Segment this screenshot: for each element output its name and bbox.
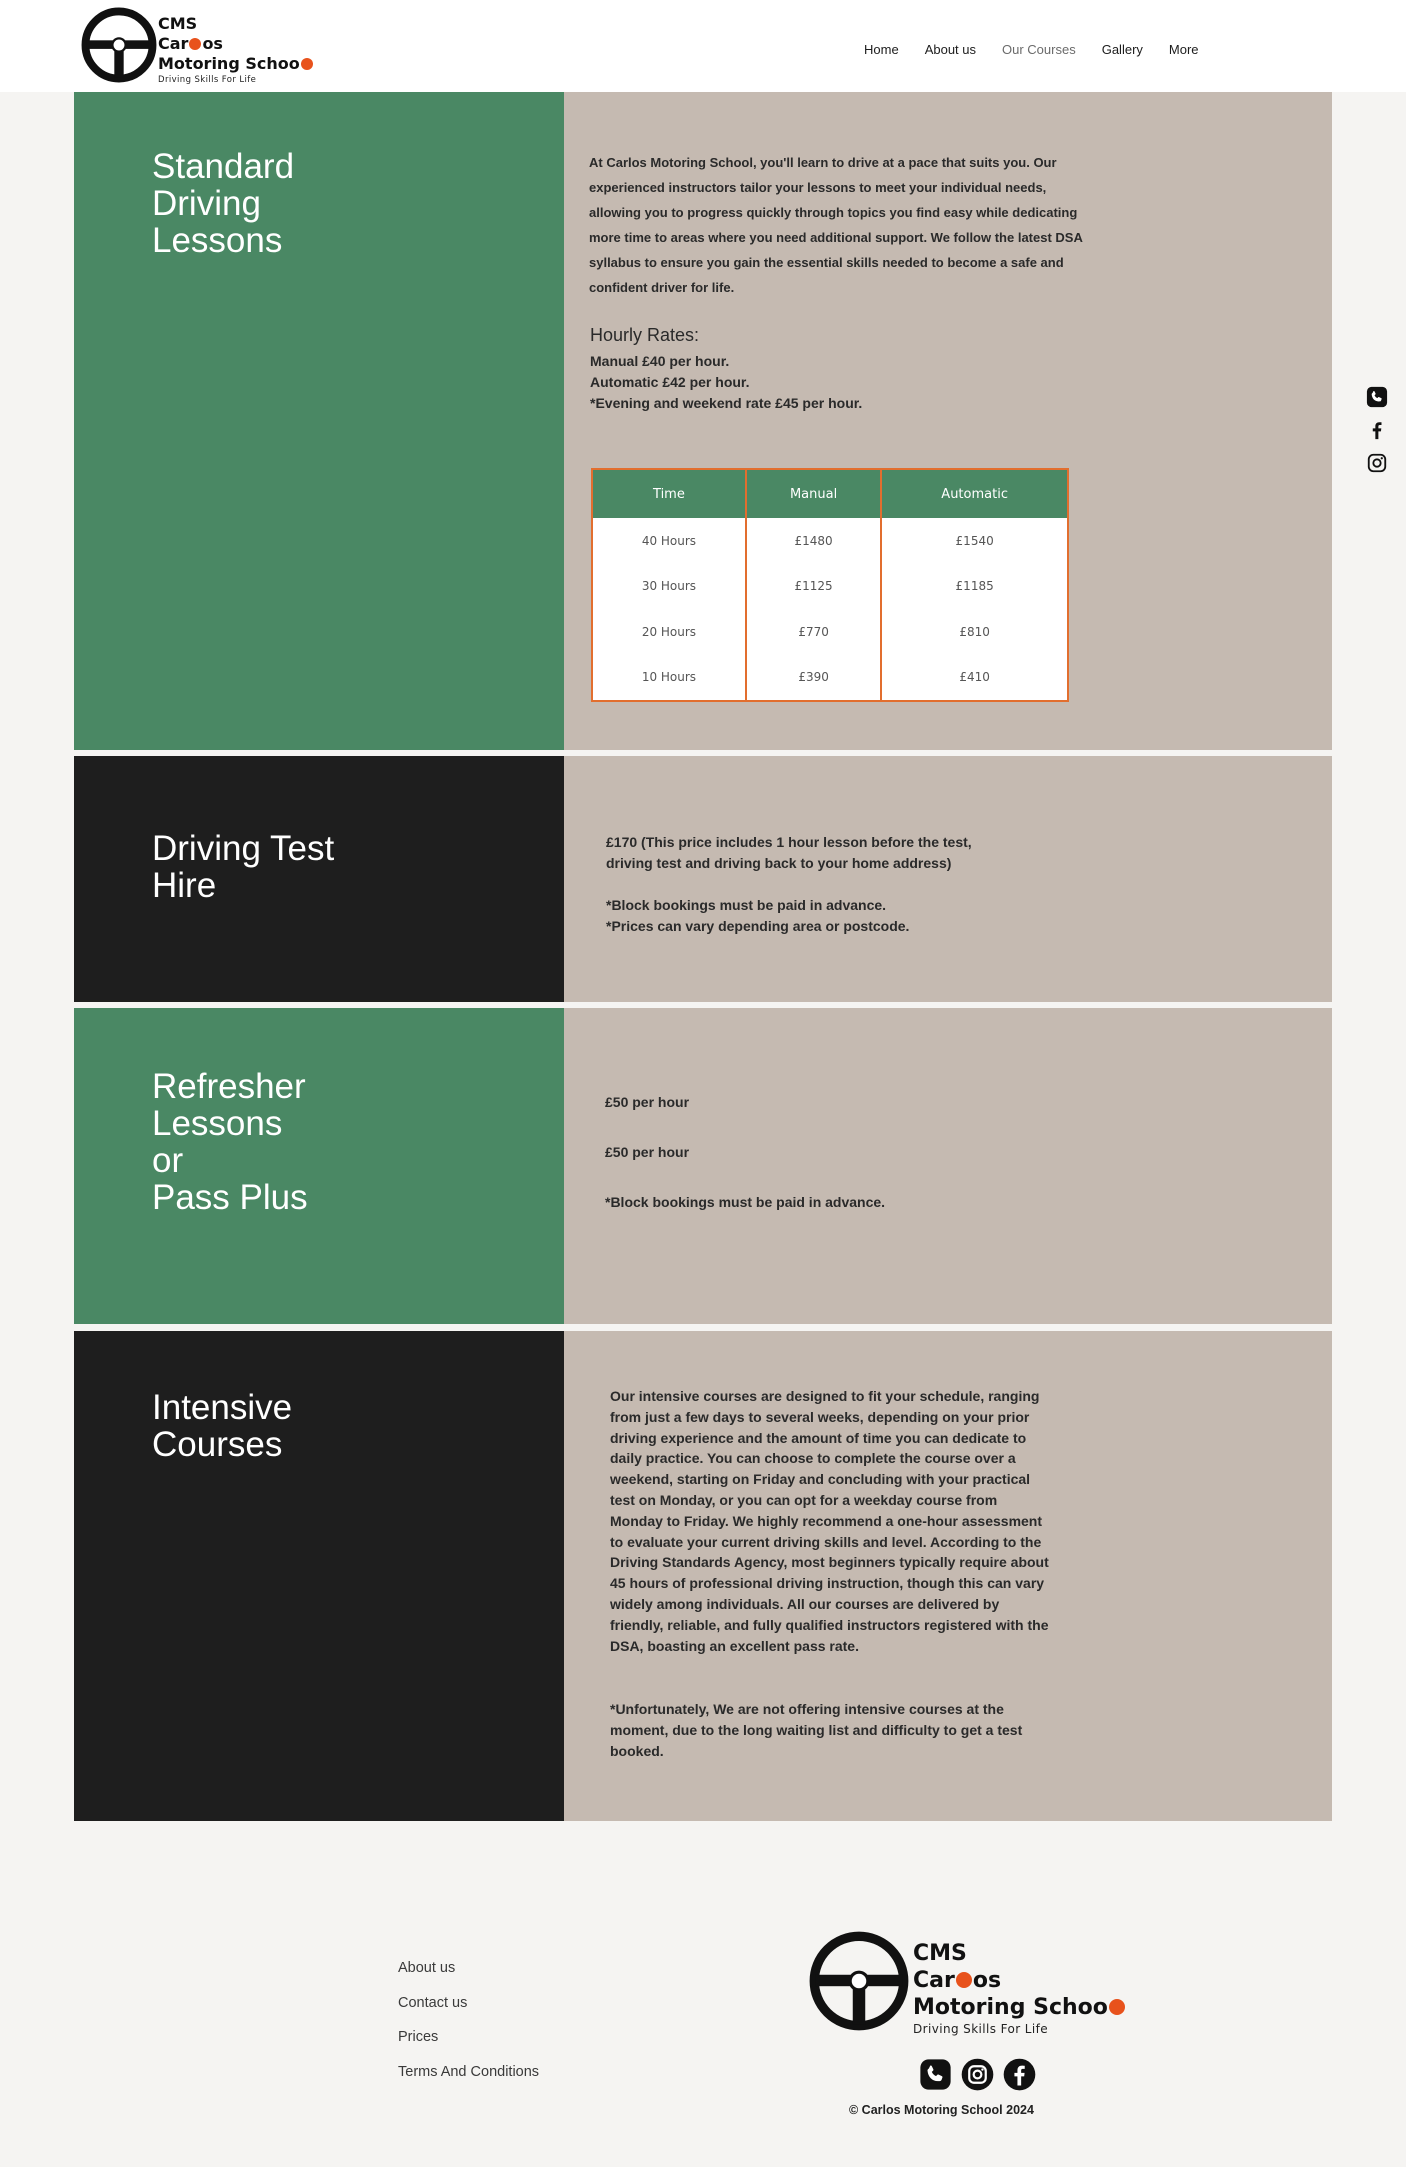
refresher-panel (74, 1008, 564, 1324)
table-row (592, 518, 1068, 564)
hourly-rates-list (590, 351, 862, 414)
intensive-courses-content (564, 1331, 1332, 1821)
facebook-icon[interactable] (1366, 419, 1388, 441)
rate-automatic: Automatic £42 per hour. (590, 374, 750, 390)
nav-our-courses[interactable]: Our Courses (1002, 42, 1076, 57)
instagram-icon[interactable] (961, 2058, 994, 2091)
col-header-manual: Manual (746, 469, 881, 518)
phone-icon[interactable] (919, 2058, 952, 2091)
logo-line-2b: os (972, 1968, 1002, 1993)
steering-wheel-icon (807, 1929, 911, 2033)
table-cell: 30 Hours (592, 564, 746, 610)
intensive-courses-section (74, 1331, 1332, 1821)
footer-link-contact-us[interactable]: Contact us (398, 1994, 468, 2011)
copyright: © Carlos Motoring School 2024 (849, 2103, 1034, 2117)
table-cell: 40 Hours (592, 518, 746, 564)
standard-lessons-section (74, 92, 1332, 750)
logo-line-2 (913, 1967, 1126, 1994)
nav-more[interactable]: More (1168, 42, 1199, 57)
instagram-icon[interactable] (1366, 452, 1388, 474)
logo-dot-icon (1109, 1999, 1125, 2015)
footer-link-terms[interactable]: Terms And Conditions (398, 2063, 540, 2080)
logo-line-3 (158, 54, 314, 74)
main-nav (864, 42, 1199, 57)
logo-line-2 (158, 34, 314, 54)
table-cell: £1480 (746, 518, 881, 564)
side-social-bar (1366, 386, 1388, 485)
logo-dot-icon (189, 38, 201, 50)
standard-lessons-content (564, 92, 1332, 750)
table-row (592, 609, 1068, 655)
table-cell: £770 (746, 609, 881, 655)
driving-test-hire-content (564, 756, 1332, 1002)
table-row (592, 655, 1068, 702)
intensive-courses-text: Our intensive courses are designed to fit your schedule, ranging from just a few days to several weeks, depending on your prior driving experience and the amount of time you can dedicate to daily practice. You can choose to complete the course over a weekend, starting on Friday and concluding with your practical test on Monday, or you can opt for a weekday course from Monday to Friday. We highly recommend a one-hour assessment to evaluate your current driving skills and level. According to the Driving Standards Agency, most beginners typically require about 45 hours of professional driving instruction, though this can vary widely among individuals. All our courses are delivered by friendly, reliable, and fully qualified instructors registered with the DSA, boasting an excellent pass rate. (610, 1388, 1049, 1654)
logo-dot-icon (301, 58, 313, 70)
intensive-courses-note: *Unfortunately, We are not offering intensive courses at the moment, due to the long waiting list and difficulty to get a test booked. (610, 1701, 1023, 1759)
footer-logo[interactable] (807, 1929, 1137, 2039)
footer-social (919, 2058, 1036, 2091)
footer-logo-wordmark (913, 1940, 1126, 2036)
driving-test-hire-title: Driving Test Hire (152, 829, 335, 905)
driving-test-hire-panel (74, 756, 564, 1002)
logo-tagline: Driving Skills For Life (158, 75, 257, 85)
logo-line-2a: Car (913, 1968, 955, 1993)
footer-link-prices[interactable]: Prices (398, 2029, 439, 2045)
driving-test-hire-text: £170 (This price includes 1 hour lesson before the test, driving test and driving back to your home address) *Block bookings must be paid in advance. *Prices can vary depending area or postcode. (606, 834, 972, 934)
steering-wheel-icon (80, 6, 158, 84)
footer-link-about-us[interactable]: About us (398, 1960, 456, 1976)
nav-home[interactable]: Home (864, 42, 899, 57)
refresher-price-2: £50 per hour (605, 1144, 690, 1160)
table-header-row (592, 469, 1068, 518)
logo-dot-icon (956, 1972, 972, 1988)
logo-line-3-text: Motoring Schoo (913, 1995, 1108, 2020)
nav-gallery[interactable]: Gallery (1101, 42, 1143, 57)
refresher-price-1: £50 per hour (605, 1094, 690, 1110)
table-cell: £810 (959, 624, 990, 639)
col-header-automatic: Automatic (881, 469, 1068, 518)
table-cell: £390 (746, 655, 881, 702)
table-cell: £1125 (746, 564, 881, 610)
logo-line-1: CMS (913, 1941, 967, 1966)
logo-line-2a: Car (158, 34, 189, 53)
table-row (592, 564, 1068, 610)
table-cell: 20 Hours (592, 609, 746, 655)
refresher-note: *Block bookings must be paid in advance. (605, 1194, 886, 1210)
facebook-icon[interactable] (1003, 2058, 1036, 2091)
rate-manual: Manual £40 per hour. (590, 353, 730, 369)
standard-lessons-title: Standard Driving Lessons (152, 147, 295, 260)
table-cell: £1185 (955, 579, 994, 594)
rate-evening-weekend: *Evening and weekend rate £45 per hour. (590, 395, 863, 411)
table-cell: £410 (959, 670, 990, 685)
logo-line-3-text: Motoring Schoo (158, 54, 300, 73)
logo-line-1: CMS (158, 14, 198, 33)
col-header-time: Time (592, 469, 746, 518)
refresher-content (564, 1008, 1332, 1324)
standard-lessons-intro: At Carlos Motoring School, you'll learn to drive at a pace that suits you. Our experienced instructors tailor your lessons to meet your individual needs, allowing you to progress quickly through topics you find easy while dedicating more time to areas where you need additional support. We follow the latest DSA syllabus to ensure you gain the essential skills needed to become a safe and confident driver for life. (589, 155, 1083, 295)
site-header (0, 0, 1406, 92)
logo-tagline: Driving Skills For Life (913, 2022, 1049, 2036)
site-logo[interactable] (80, 6, 340, 88)
phone-icon[interactable] (1366, 386, 1388, 408)
table-cell: £1540 (955, 533, 994, 548)
nav-about-us[interactable]: About us (924, 42, 977, 57)
logo-line-3 (913, 1994, 1126, 2021)
intensive-courses-title: Intensive Courses (152, 1388, 293, 1464)
standard-lessons-panel (74, 92, 564, 750)
hourly-rates-heading: Hourly Rates: (590, 325, 700, 345)
logo-line-2b: os (202, 34, 223, 53)
driving-test-hire-section (74, 756, 1332, 1002)
table-cell: 10 Hours (592, 655, 746, 702)
footer-links (398, 1960, 539, 2098)
logo-wordmark (158, 14, 314, 85)
refresher-title: Refresher Lessons or Pass Plus (152, 1067, 308, 1217)
price-table (591, 468, 1069, 702)
intensive-courses-panel (74, 1331, 564, 1821)
refresher-section (74, 1008, 1332, 1324)
